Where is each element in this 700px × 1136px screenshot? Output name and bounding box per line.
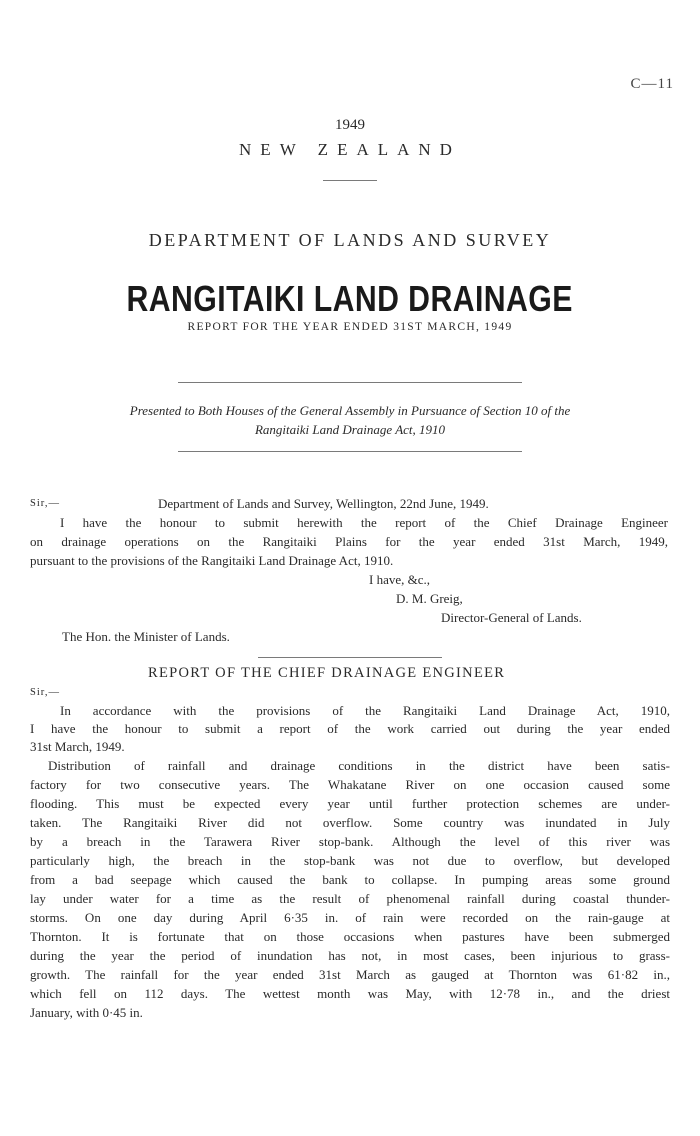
letter-address: Department of Lands and Survey, Wellington, 22nd June, 1949. [158, 496, 489, 511]
paragraph-line: from a bad seepage which caused the bank to collapse. In pumping areas some ground [30, 872, 670, 887]
report-salutation: Sir,— [30, 687, 60, 698]
page-reference: C—11 [630, 76, 674, 92]
letter-signatory: D. M. Greig, [396, 591, 463, 606]
report-heading: REPORT OF THE CHIEF DRAINAGE ENGINEER [148, 665, 506, 681]
department-title: DEPARTMENT OF LANDS AND SURVEY [148, 230, 552, 250]
paragraph-line: storms. On one day during April 6·35 in. of rain were recorded on the rain-gauge at [30, 910, 670, 925]
letter-salutation: Sir,— [30, 498, 60, 509]
paragraph-line: growth. The rainfall for the year ended 31st March as gauged at Thornton was 61·82 in., [30, 967, 670, 982]
report-subtitle: REPORT FOR THE YEAR ENDED 31ST MARCH, 1949 [187, 321, 513, 333]
main-title: RANGITAIKI LAND DRAINAGE [126, 278, 573, 319]
letter-body-line: I have the honour to submit herewith the report of the Chief Drainage Engineer [60, 515, 668, 530]
divider [323, 180, 377, 181]
divider [258, 657, 442, 658]
paragraph-line: particularly high, the breach in the stop-bank was not due to overflow, but developed [30, 853, 670, 868]
letter-recipient: The Hon. the Minister of Lands. [62, 629, 230, 644]
paragraph-line: lay under water for a time as the result of phenomenal rainfall during coastal thunder- [30, 891, 670, 906]
letter-body-line: pursuant to the provisions of the Rangitaiki Land Drainage Act, 1910. [30, 553, 394, 568]
paragraph-line: I have the honour to submit a report of the work carried out during the year ended [30, 721, 670, 736]
presented-line: Rangitaiki Land Drainage Act, 1910 [254, 422, 446, 437]
country-title: NEW ZEALAND [239, 140, 461, 159]
divider [178, 451, 522, 452]
paragraph-line: by a breach in the Tarawera River stop-bank. Although the level of this river was [30, 834, 670, 849]
paragraph-line: during the year the period of inundation has not, in most cases, been injurious to grass- [30, 948, 670, 963]
paragraph-line: Distribution of rainfall and drainage conditions in the district have been satis- [48, 758, 670, 773]
paragraph-line: factory for two consecutive years. The Whakatane River on one occasion caused some [30, 777, 670, 792]
paragraph-line: flooding. This must be expected every year until further protection schemes are under- [30, 796, 670, 811]
presented-notice [0, 403, 700, 441]
year: 1949 [335, 117, 365, 133]
letter-body-line: on drainage operations on the Rangitaiki Plains for the year ended 31st March, 1949, [30, 534, 668, 549]
paragraph-line: Thornton. It is fortunate that on those occasions when pastures have been submerged [30, 929, 670, 944]
paragraph-line: 31st March, 1949. [30, 739, 125, 754]
letter-closing: I have, &c., [369, 572, 431, 587]
paragraph-line: which fell on 112 days. The wettest month was May, with 12·78 in., and the driest [30, 986, 670, 1001]
letter-signatory-title: Director-General of Lands. [441, 610, 582, 625]
divider [178, 382, 522, 383]
paragraph-line: In accordance with the provisions of the Rangitaiki Land Drainage Act, 1910, [60, 703, 670, 718]
presented-line: Presented to Both Houses of the General Assembly in Pursuance of Section 10 of the [129, 403, 571, 418]
paragraph-line: January, with 0·45 in. [30, 1005, 143, 1020]
paragraph-line: taken. The Rangitaiki River did not overflow. Some country was inundated in July [30, 815, 670, 830]
